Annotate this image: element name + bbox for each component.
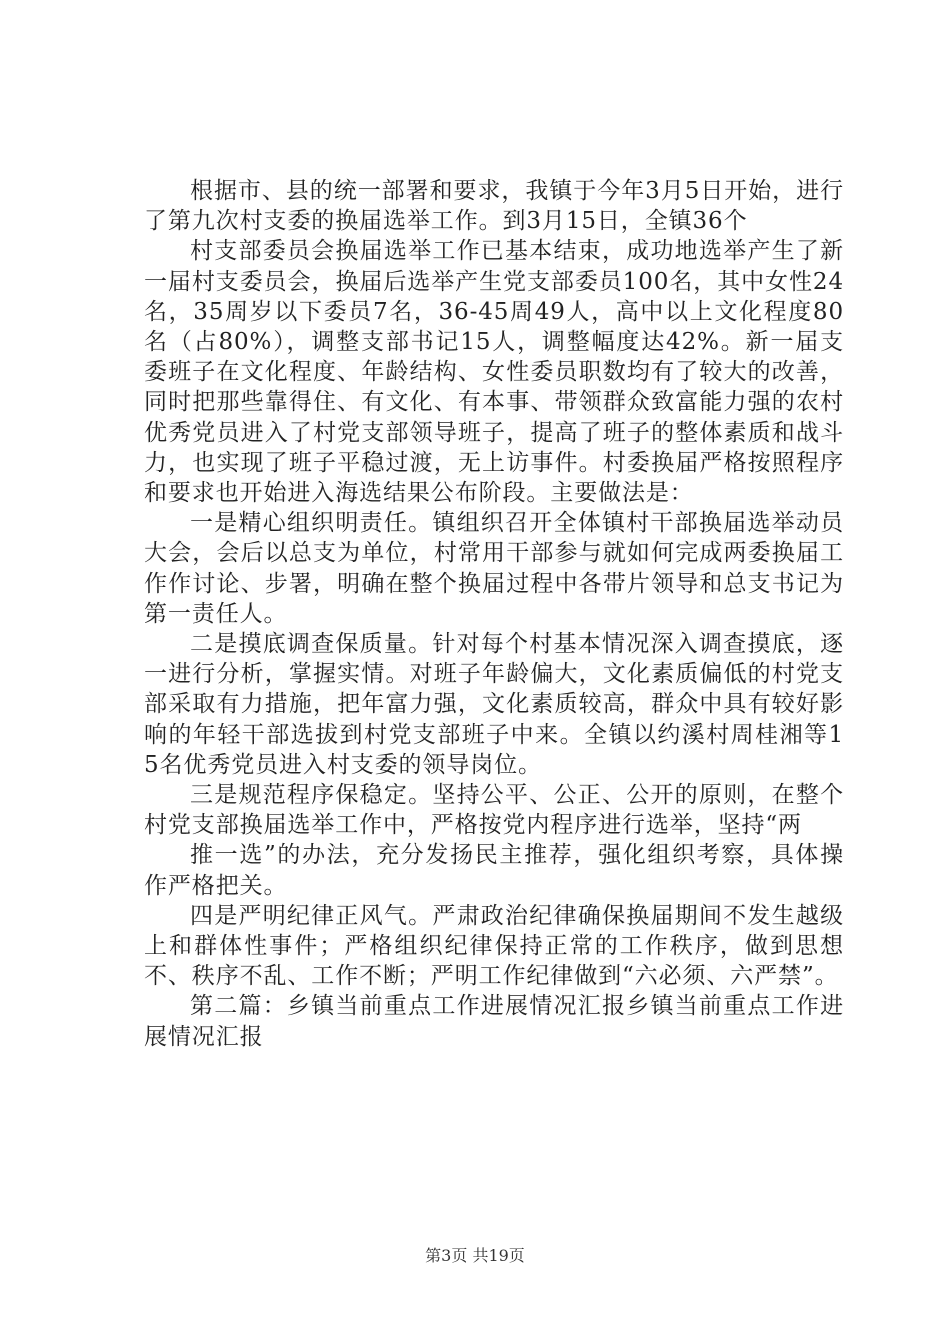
document-body bbox=[144, 176, 844, 1052]
paragraph-method-2: 二是摸底调查保质量。针对每个村基本情况深入调查摸底，逐一进行分析，掌握实情。对班子年龄偏大，文化素质偏低的村党支部采取有力措施，把年富力强，文化素质较高，群众中具有较好影响的年轻干部选拔到村党支部班子中来。全镇以约溪村周桂湘等15名优秀党员进入村支委的领导岗位。 bbox=[144, 631, 844, 778]
paragraph-section-two-title: 第二篇：乡镇当前重点工作进展情况汇报乡镇当前重点工作进展情况汇报 bbox=[144, 993, 844, 1050]
page-footer: 第3页 共19页 bbox=[425, 1246, 525, 1265]
paragraph-method-4: 四是严明纪律正风气。严肃政治纪律确保换届期间不发生越级上和群体性事件；严格组织纪律保持正常的工作秩序，做到思想不、秩序不乱、工作不断；严明工作纪律做到“六必须、六严禁”。 bbox=[144, 902, 844, 990]
paragraph-method-3: 三是规范程序保稳定。坚持公平、公正、公开的原则，在整个村党支部换届选举工作中，严格按党内程序进行选举，坚持“两 bbox=[144, 782, 844, 839]
paragraph-method-1: 一是精心组织明责任。镇组织召开全体镇村干部换届选举动员大会，会后以总支为单位，村常用干部参与就如何完成两委换届工作作讨论、步署，明确在整个换届过程中各带片领导和总支书记为第一责任人。 bbox=[144, 510, 844, 627]
paragraph-results: 村支部委员会换届选举工作已基本结束，成功地选举产生了新一届村支委员会，换届后选举产生党支部委员100名，其中女性24名，35周岁以下委员7名，36-45周49人，高中以上文化程度80名（占80%），调整支部书记15人，调整幅度达42%。新一届支委班子在文化程度、年龄结构、女性委员职数均有了较大的改善，同时把那些靠得住、有文化、有本事、带领群众致富能力强的农村优秀党员进入了村党支部领导班子，提高了班子的整体素质和战斗力，也实现了班子平稳过渡，无上访事件。村委换届严格按照程序和要求也开始进入海选结果公布阶段。主要做法是： bbox=[144, 238, 844, 507]
paragraph-method-3-cont: 推一选”的办法，充分发扬民主推荐，强化组织考察，具体操作严格把关。 bbox=[144, 842, 844, 899]
paragraph-intro: 根据市、县的统一部署和要求，我镇于今年3月5日开始，进行了第九次村支委的换届选举工作。到3月15日，全镇36个 bbox=[144, 178, 844, 235]
